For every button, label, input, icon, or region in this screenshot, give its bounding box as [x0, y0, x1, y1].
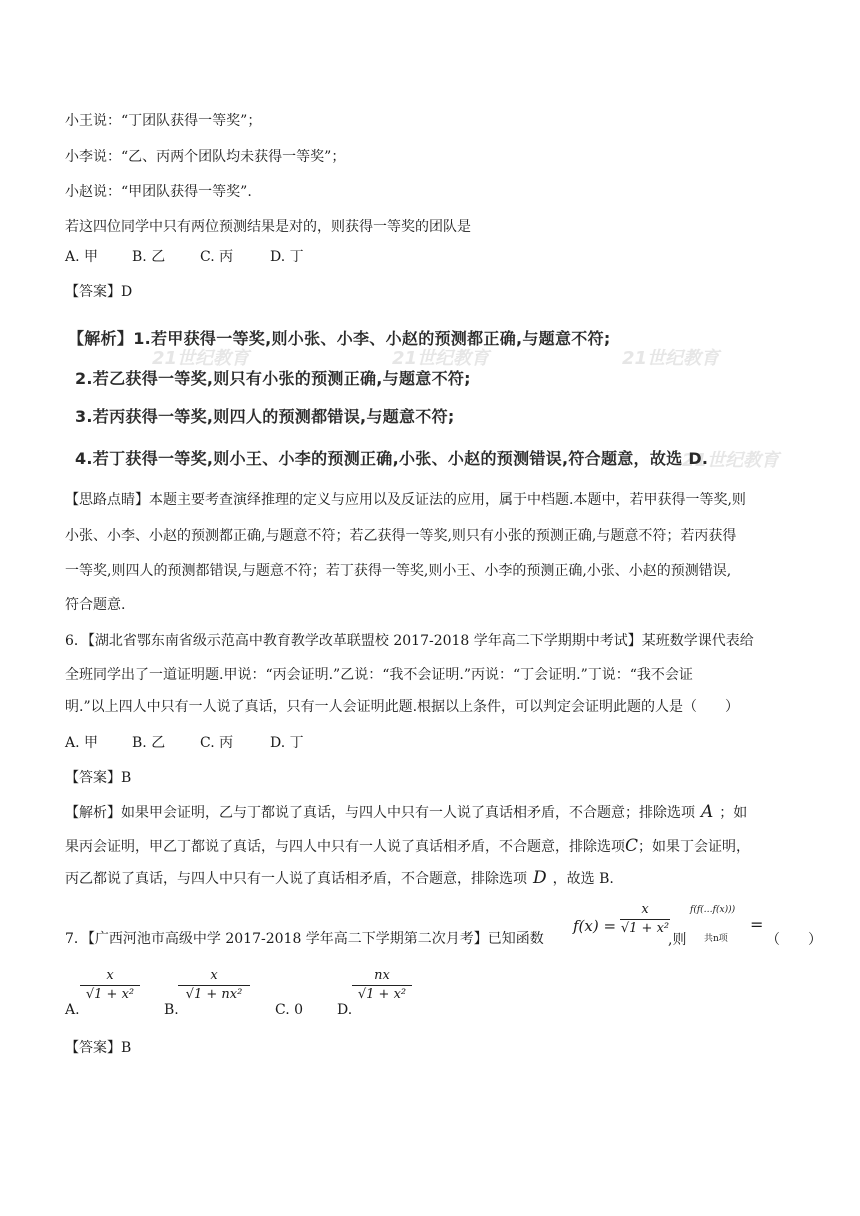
statement-li: 小李说：“乙、丙两个团队均未获得一等奖”；: [65, 149, 346, 165]
q6-answer: 【答案】B: [65, 770, 132, 786]
q7-option-d-label: D.: [337, 1002, 353, 1018]
fraction-denominator: √1 + x²: [620, 921, 670, 936]
q6-analysis-text: ；如: [719, 805, 748, 821]
fraction-bar: [620, 919, 670, 920]
q7-option-a-label: A.: [65, 1002, 80, 1018]
equals-sign: =: [750, 915, 764, 934]
q6-stem-line-1: 6．【湖北省鄂东南省级示范高中教育教学改革联盟校 2017-2018 学年高二下学期期中考试】某班数学课代表给: [65, 633, 754, 649]
statement-wang: 小王说：“丁团队获得一等奖”；: [65, 113, 262, 129]
watermark: 21世纪教育: [622, 348, 720, 369]
analysis-line-3: 3.若丙获得一等奖,则四人的预测都错误,与题意不符;: [75, 407, 455, 426]
tips-line-1: 【思路点睛】本题主要考查演绎推理的定义与应用以及反证法的应用，属于中档题.本题中，若甲获得一等奖,则: [65, 492, 746, 508]
fraction-denominator: √1 + x²: [357, 987, 407, 1002]
q6-analysis-text: ；如果丁会证明，: [638, 839, 751, 855]
q6-option-b: B. 乙: [132, 735, 166, 751]
q5-option-b: B. 乙: [132, 249, 166, 265]
q5-option-d: D. 丁: [270, 249, 304, 265]
q7-answer: 【答案】B: [65, 1040, 132, 1056]
option-var-a: A: [701, 802, 714, 822]
tips-line-4: 符合题意.: [65, 597, 126, 613]
q5-answer: 【答案】D: [65, 284, 133, 300]
option-var-c: C: [625, 836, 639, 856]
fraction-numerator: x: [106, 968, 114, 983]
q5-option-c: C. 丙: [200, 249, 234, 265]
composition-top: f(f(…f(x))): [690, 905, 736, 915]
q6-stem-line-3: 明.”以上四人中只有一人说了真话，只有一人会证明此题.根据以上条件，可以判定会证明此题的人是（ ）: [65, 699, 740, 715]
answer-blank: （ ）: [766, 932, 822, 948]
composition-bottom: 共n项: [704, 934, 728, 944]
then-text: ,则: [668, 932, 687, 948]
q6-analysis-text: 果丙会证明，甲乙丁都说了真话，与四人中只有一人说了真话相矛盾，不合题意，排除选项: [65, 839, 625, 855]
statement-zhao: 小赵说：“甲团队获得一等奖”.: [65, 184, 252, 200]
q6-analysis-text: 丙乙都说了真话，与四人中只有一人说了真话相矛盾，不合题意，排除选项: [65, 871, 527, 887]
fraction-numerator: nx: [374, 968, 390, 983]
q6-analysis-line-2: [65, 836, 750, 857]
q7-stem: 7．【广西河池市高级中学 2017-2018 学年高二下学期第二次月考】已知函数: [65, 931, 544, 947]
fraction-denominator: √1 + x²: [85, 987, 135, 1002]
tips-line-2: 小张、小李、小赵的预测都正确,与题意不符；若乙获得一等奖,则只有小张的预测正确,与题意不符；若丙获得: [65, 528, 737, 544]
q6-option-c: C. 丙: [200, 735, 234, 751]
fraction-denominator: √1 + nx²: [185, 987, 243, 1002]
q6-option-a: A. 甲: [65, 735, 99, 751]
analysis-line-4: 4.若丁获得一等奖,则小王、小李的预测正确,小张、小赵的预测错误,符合题意，故选 D.: [75, 449, 709, 468]
fraction-bar: [178, 985, 250, 986]
q7-option-c: C. 0: [275, 1002, 304, 1018]
function-lhs: f(x) =: [573, 917, 617, 935]
fraction-numerator: x: [210, 968, 218, 983]
q6-analysis-line-3: [65, 868, 614, 889]
fraction-bar: [80, 985, 140, 986]
q7-option-b-label: B.: [164, 1002, 179, 1018]
option-var-d: D: [533, 868, 547, 888]
fraction-bar: [352, 985, 412, 986]
q6-analysis-line-1: [65, 802, 747, 823]
watermark: 21世纪教育: [152, 348, 250, 369]
watermark: 21世纪教育: [682, 450, 780, 471]
q6-analysis-text: ，故选 B.: [552, 871, 614, 887]
fraction-numerator: x: [641, 902, 649, 917]
question-text: 若这四位同学中只有两位预测结果是对的，则获得一等奖的团队是: [65, 219, 471, 235]
tips-line-3: 一等奖,则四人的预测都错误,与题意不符；若丁获得一等奖,则小王、小李的预测正确,小张、小赵的预测错误,: [65, 563, 732, 579]
q7-option-b-fraction: [178, 968, 250, 1003]
q6-option-d: D. 丁: [270, 735, 304, 751]
analysis-line-1: 【解析】1.若甲获得一等奖,则小张、小李、小赵的预测都正确,与题意不符;: [68, 329, 611, 348]
analysis-line-2: 2.若乙获得一等奖,则只有小张的预测正确,与题意不符;: [75, 369, 471, 388]
q7-option-d-fraction: [352, 968, 412, 1003]
watermark: 21世纪教育: [392, 348, 490, 369]
q6-stem-line-2: 全班同学出了一道证明题.甲说：“丙会证明.”乙说：“我不会证明.”丙说：“丁会证明.”丁说：“我不会证: [65, 667, 693, 683]
q6-analysis-text: 【解析】如果甲会证明，乙与丁都说了真话，与四人中只有一人说了真话相矛盾，不合题意；排除选项: [65, 805, 695, 821]
q5-option-a: A. 甲: [65, 249, 99, 265]
function-fraction: [620, 902, 670, 937]
q7-option-a-fraction: [80, 968, 140, 1003]
